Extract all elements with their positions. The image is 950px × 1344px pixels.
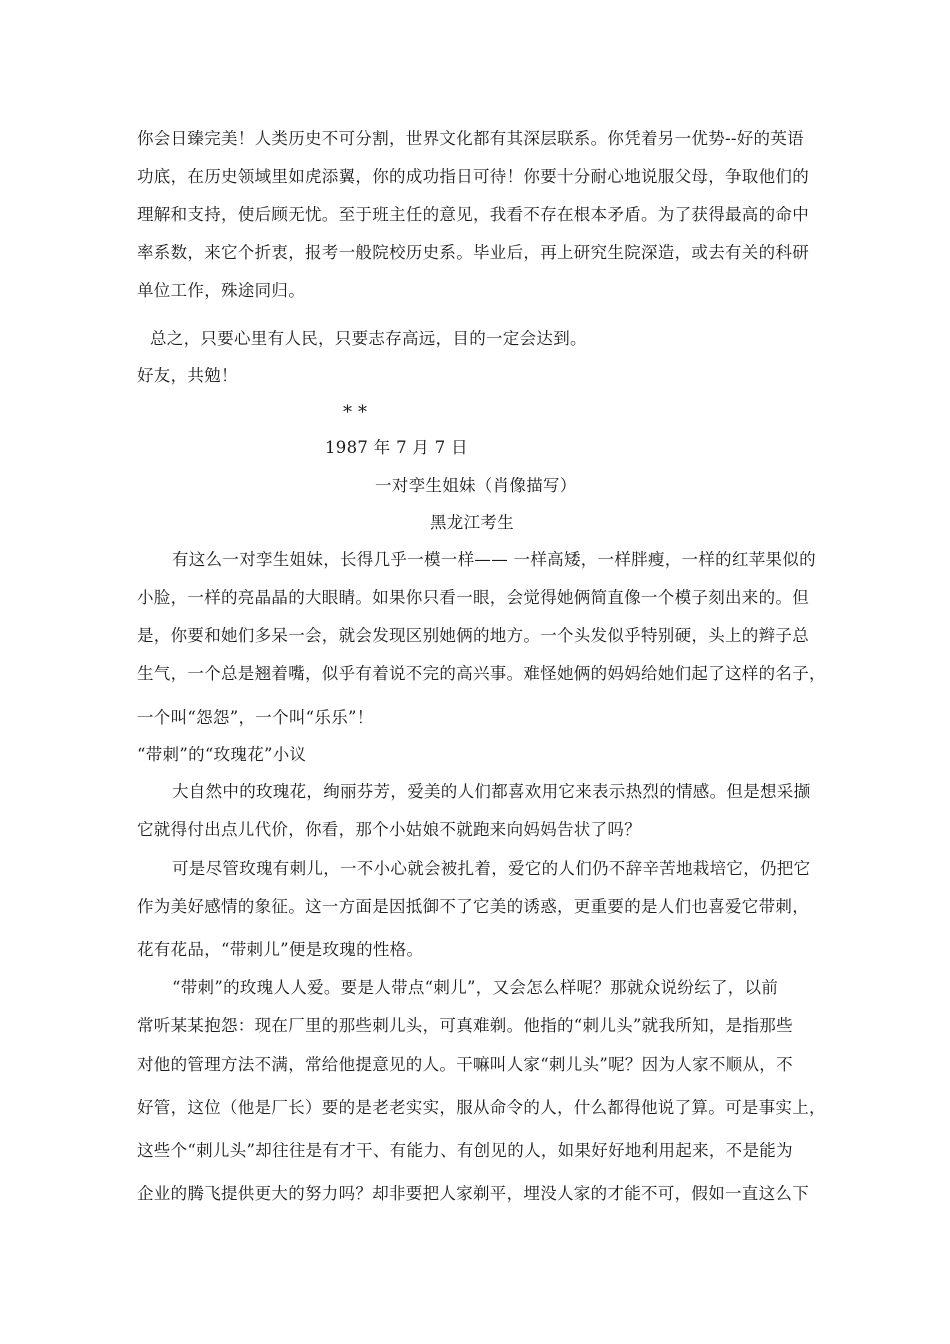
farewell-line: 好友，共勉！ bbox=[137, 366, 238, 385]
text-line: 常听某某抱怨：现在厂里的那些刺儿头，可真难剃。他指的“刺儿头”就我所知，是指那些 bbox=[137, 1016, 793, 1035]
text-line: 生气，一个总是翘着嘴，似乎有着说不完的高兴事。难怪她俩的妈妈给她们起了这样的名子， bbox=[137, 664, 826, 683]
text-line: 率系数，来它个折衷，报考一般院校历史系。毕业后，再上研究生院深造，或去有关的科研 bbox=[137, 243, 809, 262]
essay-title: 一对孪生姐妹（肖像描写） bbox=[375, 476, 577, 495]
text-line: 理解和支持，使后顾无忧。至于班主任的意见，我看不存在根本矛盾。为了获得最高的命中 bbox=[137, 205, 809, 224]
text-line: 大自然中的玫瑰花，绚丽芬芳，爱美的人们都喜欢用它来表示热烈的情感。但是想采撷 bbox=[172, 782, 811, 801]
letter-date: 1987 年 7 月 7 日 bbox=[325, 438, 468, 457]
text-line: 小脸，一样的亮晶晶的大眼睛。如果你只看一眼，会觉得她俩简直像一个模子刻出来的。但 bbox=[137, 588, 809, 607]
text-line: 可是尽管玫瑰有刺儿，一不小心就会被扎着，爱它的人们仍不辞辛苦地栽培它，仍把它 bbox=[172, 859, 811, 878]
text-line: 这些个“刺儿头”却往往是有才干、有能力、有创见的人，如果好好地利用起来，不是能为 bbox=[137, 1141, 793, 1160]
text-line: “带刺”的玫瑰人人爱。要是人带点“刺儿”，又会怎么样呢？那就众说纷纭了，以前 bbox=[172, 978, 779, 997]
text-line: 对他的管理方法不满，常给他提意见的人。干嘛叫人家“刺儿头”呢？因为人家不顺从，不 bbox=[137, 1055, 793, 1074]
text-line: 功底，在历史领域里如虎添翼，你的成功指日可待！你要十分耐心地说服父母，争取他们的 bbox=[137, 167, 809, 186]
signature: ** bbox=[343, 402, 373, 423]
text-line: 单位工作，殊途同归。 bbox=[137, 281, 305, 300]
essay-title: “带刺”的“玫瑰花”小议 bbox=[137, 745, 307, 764]
essay-author: 黑龙江考生 bbox=[430, 513, 514, 532]
text-line: 是，你要和她们多呆一会，就会发现区别她俩的地方。一个头发似乎特别硬，头上的辫子总 bbox=[137, 626, 809, 645]
text-line: 一个叫“怨怨”，一个叫“乐乐”！ bbox=[137, 708, 374, 727]
text-line: 有这么一对孪生姐妹，长得几乎一模一样—— 一样高矮，一样胖瘦，一样的红苹果似的 bbox=[172, 550, 816, 569]
text-line: 作为美好感情的象征。这一方面是因抵御不了它美的诱惑，更重要的是人们也喜爱它带刺， bbox=[137, 897, 809, 916]
text-line: 你会日臻完美！人类历史不可分割，世界文化都有其深层联系。你凭着另一优势--好的英语 bbox=[137, 129, 804, 148]
text-line: 它就得付出点儿代价，你看，那个小姑娘不就跑来向妈妈告状了吗？ bbox=[137, 820, 641, 839]
text-line: 花有花品，“带刺儿”便是玫瑰的性格。 bbox=[137, 940, 424, 959]
text-line: 好管，这位（他是厂长）要的是老老实实，服从命令的人，什么都得他说了算。可是事实上， bbox=[137, 1098, 826, 1117]
text-line: 企业的腾飞提供更大的努力吗？却非要把人家剃平，埋没人家的才能不可，假如一直这么下 bbox=[137, 1184, 809, 1203]
closing-line: 总之，只要心里有人民，只要志存高远，目的一定会达到。 bbox=[150, 329, 587, 348]
